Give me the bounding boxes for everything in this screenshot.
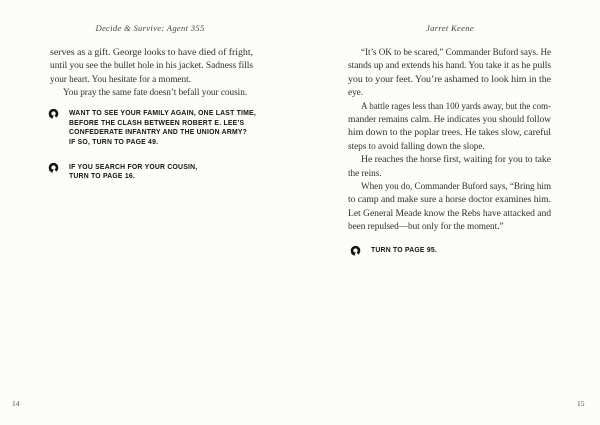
body-text-line: steps to avoid falling down the slope.	[348, 141, 485, 152]
choice-text-line: TURN TO PAGE 95.	[371, 245, 438, 254]
turn-arrow-icon	[350, 245, 361, 256]
choice-text-line: TURN TO PAGE 16.	[69, 171, 136, 181]
body-text-line: him down to the poplar trees. He takes slow, careful	[348, 128, 551, 139]
body-text-line: to camp and make sure a horse doctor examines him.	[348, 195, 551, 206]
choice-text	[69, 162, 212, 181]
body-text-line: Let General Meade know the Rebs have attacked and	[348, 208, 551, 219]
choice-item	[48, 162, 278, 181]
body-text-line: the reins.	[348, 168, 382, 179]
right-page-body-text	[348, 47, 551, 234]
body-text-line: You pray the same fate doesn’t befall your cousin.	[63, 88, 248, 99]
turn-arrow-icon	[48, 162, 59, 173]
left-page-body-text	[50, 47, 253, 101]
body-text-line: stands up and extends his hand. You take it as he pulls	[348, 61, 551, 72]
right-page-running-header: Jarret Keene	[426, 23, 474, 33]
choice-text-line: IF SO, TURN TO PAGE 49.	[69, 137, 159, 147]
left-page-running-header: Decide & Survive: Agent 355	[95, 23, 205, 33]
choice-text	[371, 245, 444, 255]
choice-text-line: BEFORE THE CLASH BETWEEN ROBERT E. LEE’S	[69, 117, 245, 127]
body-text-line: serves as a gift. George looks to have died of fright,	[50, 48, 253, 58]
body-text-line: When you do, Commander Buford says, “Bring him	[361, 181, 551, 192]
body-text-line: mander remains calm. He indicates you should follow	[348, 114, 551, 125]
body-text-line: your heart. You hesitate for a moment.	[50, 74, 191, 85]
choice-item	[48, 108, 278, 147]
left-page-choices	[48, 108, 278, 196]
body-text-line: until you see the bullet hole in his jacket. Sadness fills	[50, 61, 254, 72]
right-page-choices	[350, 245, 580, 271]
turn-arrow-icon	[48, 108, 59, 119]
left-page-number: 14	[12, 399, 20, 408]
body-text-line: He reaches the horse first, waiting for you to take	[361, 155, 551, 166]
body-text-line: been repulsed—but only for the moment.”	[348, 222, 504, 233]
choice-text-line: IF YOU SEARCH FOR YOUR COUSIN,	[69, 161, 198, 171]
body-text-line: eye.	[348, 88, 364, 99]
choice-text-line: WANT TO SEE YOUR FAMILY AGAIN, ONE LAST TIME,	[69, 108, 256, 117]
right-page-number: 15	[577, 399, 585, 408]
choice-item	[350, 245, 580, 256]
body-text-line: “It’s OK to be scared,” Commander Buford says. He	[361, 48, 551, 58]
choice-text	[69, 108, 277, 147]
choice-text-line: CONFEDERATE INFANTRY AND THE UNION ARMY?	[69, 127, 248, 137]
body-text-line: A battle rages less than 100 yards away, but the com-	[361, 101, 551, 112]
body-text-line: you to your feet. You’re ashamed to look him in the	[348, 74, 551, 85]
